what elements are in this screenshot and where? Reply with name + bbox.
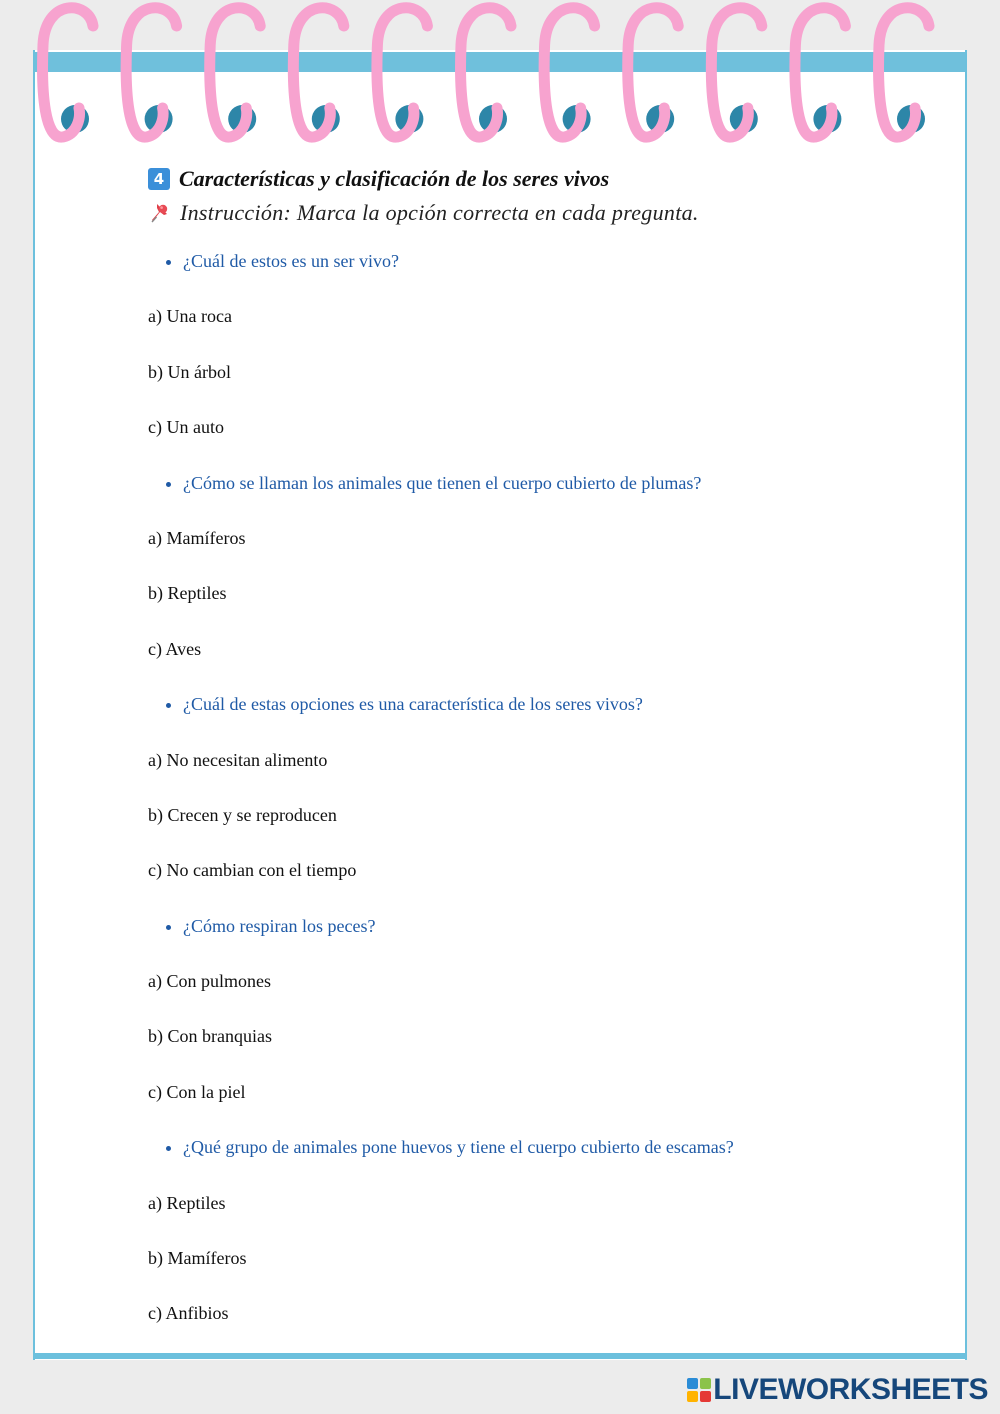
question-text: ¿Cuál de estos es un ser vivo? — [183, 251, 399, 271]
answer-option-2-b[interactable]: b) Reptiles — [148, 583, 227, 604]
answer-option-5-c[interactable]: c) Anfibios — [148, 1303, 229, 1324]
answer-option-4-a[interactable]: a) Con pulmones — [148, 971, 271, 992]
bullet-icon — [166, 482, 171, 487]
bullet-icon — [166, 925, 171, 930]
answer-option-3-a[interactable]: a) No necesitan alimento — [148, 749, 328, 770]
question-text: ¿Cuál de estas opciones es una característica de los seres vivos? — [183, 694, 643, 715]
keycap-number-icon: 4 — [148, 168, 170, 190]
answer-option-2-a[interactable]: a) Mamíferos — [148, 527, 246, 548]
answer-option-5-a[interactable]: a) Reptiles — [148, 1192, 226, 1213]
question-list — [148, 251, 928, 1359]
page-edge-right — [965, 50, 967, 1360]
question-5 — [148, 1137, 928, 1192]
answer-option-5-b[interactable]: b) Mamíferos — [148, 1248, 247, 1269]
section-heading — [148, 162, 928, 196]
pushpin-icon — [148, 201, 172, 225]
question-3 — [148, 694, 928, 749]
spiral-binding — [0, 0, 1000, 160]
brand-name: LIVEWORKSHEETS — [713, 1373, 988, 1406]
answer-option-1-c[interactable]: c) Un auto — [148, 417, 224, 438]
liveworksheets-logo — [687, 1374, 988, 1406]
section-title: Características y clasificación de los seres vivos — [179, 166, 610, 191]
answer-option-3-c[interactable]: c) No cambian con el tiempo — [148, 860, 357, 881]
answer-option-4-b[interactable]: b) Con branquias — [148, 1026, 272, 1047]
bullet-icon — [166, 1146, 171, 1151]
question-text: ¿Cómo se llaman los animales que tienen el cuerpo cubierto de plumas? — [183, 472, 702, 493]
answer-option-1-a[interactable]: a) Una roca — [148, 306, 232, 327]
worksheet-content — [148, 162, 928, 1359]
question-4 — [148, 916, 928, 971]
question-text: ¿Cómo respiran los peces? — [183, 915, 376, 936]
question-text: ¿Qué grupo de animales pone huevos y tiene el cuerpo cubierto de escamas? — [183, 1137, 734, 1158]
instruction-text: Instrucción: Marca la opción correcta en cada pregunta. — [180, 200, 699, 225]
instruction-line — [148, 196, 928, 230]
bullet-icon — [166, 703, 171, 708]
question-2 — [148, 473, 928, 528]
bullet-icon — [166, 260, 171, 265]
page-edge-left — [33, 50, 35, 1360]
answer-option-2-c[interactable]: c) Aves — [148, 638, 202, 659]
answer-option-4-c[interactable]: c) Con la piel — [148, 1081, 246, 1102]
answer-option-1-b[interactable]: b) Un árbol — [148, 361, 231, 382]
liveworksheets-logo-icon — [687, 1378, 711, 1402]
answer-option-3-b[interactable]: b) Crecen y se reproducen — [148, 804, 337, 825]
question-1 — [148, 251, 928, 306]
